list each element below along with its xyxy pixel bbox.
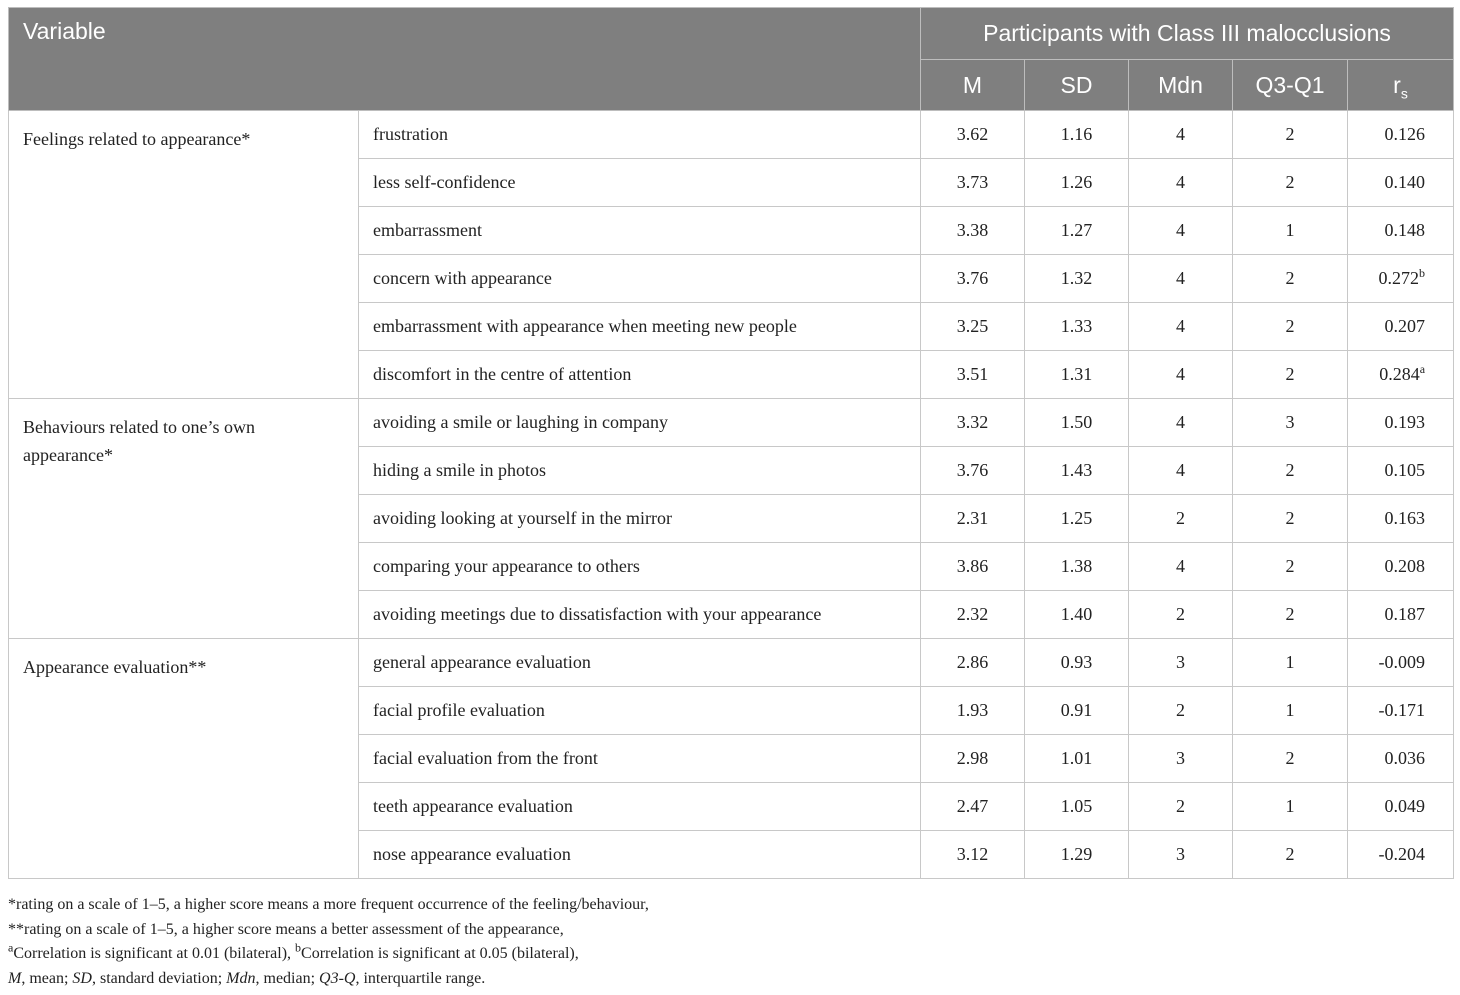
cell-iqr: 1 bbox=[1233, 687, 1348, 735]
rs-significance-mark: b bbox=[1419, 266, 1426, 280]
rs-subscript: s bbox=[1400, 85, 1408, 102]
cell-mdn: 3 bbox=[1129, 831, 1233, 879]
variable-header: Variable bbox=[9, 8, 921, 111]
abbr-sd-def: , standard deviation; bbox=[91, 969, 227, 987]
table-header bbox=[9, 8, 1454, 111]
cell-sd: 1.26 bbox=[1025, 159, 1129, 207]
cell-sd: 1.32 bbox=[1025, 255, 1129, 303]
rs-value: 0.105 bbox=[1384, 460, 1426, 480]
cell-sd: 1.25 bbox=[1025, 495, 1129, 543]
cell-sd: 1.05 bbox=[1025, 783, 1129, 831]
cell-sd: 1.40 bbox=[1025, 591, 1129, 639]
cell-m: 2.86 bbox=[921, 639, 1025, 687]
abbr-mdn-def: , median; bbox=[255, 969, 320, 987]
cell-rs bbox=[1348, 783, 1454, 831]
cell-iqr: 2 bbox=[1233, 111, 1348, 159]
cell-sd: 1.01 bbox=[1025, 735, 1129, 783]
group-footnote-mark: * bbox=[103, 445, 113, 465]
item-cell: nose appearance evaluation bbox=[359, 831, 921, 879]
footnote-a-text: Correlation is significant at 0.01 (bilateral), bbox=[13, 945, 296, 962]
cell-sd: 1.33 bbox=[1025, 303, 1129, 351]
cell-rs bbox=[1348, 303, 1454, 351]
cell-sd: 1.16 bbox=[1025, 111, 1129, 159]
abbr-m-def: , mean; bbox=[21, 969, 73, 987]
cell-rs bbox=[1348, 639, 1454, 687]
item-cell: avoiding looking at yourself in the mirror bbox=[359, 495, 921, 543]
cell-sd: 1.38 bbox=[1025, 543, 1129, 591]
table-row bbox=[9, 111, 1454, 159]
abbr-mdn: Mdn bbox=[226, 969, 256, 987]
table-body bbox=[9, 111, 1454, 879]
table-row bbox=[9, 639, 1454, 687]
cell-m: 1.93 bbox=[921, 687, 1025, 735]
cell-sd: 1.31 bbox=[1025, 351, 1129, 399]
abbr-iqr-def: , interquartile range. bbox=[355, 969, 486, 987]
cell-iqr: 2 bbox=[1233, 351, 1348, 399]
cell-mdn: 3 bbox=[1129, 639, 1233, 687]
cell-rs bbox=[1348, 351, 1454, 399]
cell-m: 3.51 bbox=[921, 351, 1025, 399]
rs-value: -0.204 bbox=[1378, 844, 1426, 864]
footnote-a-mark: a bbox=[8, 940, 14, 955]
rs-value: 0.193 bbox=[1384, 412, 1426, 432]
cell-m: 3.62 bbox=[921, 111, 1025, 159]
item-cell: facial profile evaluation bbox=[359, 687, 921, 735]
footnote-single-star: *rating on a scale of 1–5, a higher score means a more frequent occurrence of the feeling/behaviour, bbox=[8, 896, 649, 913]
item-cell: comparing your appearance to others bbox=[359, 543, 921, 591]
rs-value: 0.036 bbox=[1384, 748, 1426, 768]
item-cell: hiding a smile in photos bbox=[359, 447, 921, 495]
cell-m: 2.98 bbox=[921, 735, 1025, 783]
item-cell: embarrassment with appearance when meeting new people bbox=[359, 303, 921, 351]
table-footnotes bbox=[8, 893, 1453, 991]
group-footnote-mark: * bbox=[241, 129, 251, 149]
cell-m: 2.47 bbox=[921, 783, 1025, 831]
item-cell: concern with appearance bbox=[359, 255, 921, 303]
cell-sd: 1.50 bbox=[1025, 399, 1129, 447]
cell-iqr: 1 bbox=[1233, 207, 1348, 255]
results-table bbox=[8, 7, 1454, 879]
cell-mdn: 2 bbox=[1129, 591, 1233, 639]
rs-value: 0.163 bbox=[1384, 508, 1426, 528]
abbr-iqr: Q3-Q bbox=[319, 969, 356, 987]
group-label-cell bbox=[9, 639, 359, 879]
col-rs-header bbox=[1348, 60, 1454, 111]
cell-mdn: 4 bbox=[1129, 543, 1233, 591]
item-cell: facial evaluation from the front bbox=[359, 735, 921, 783]
cell-mdn: 4 bbox=[1129, 447, 1233, 495]
cell-iqr: 2 bbox=[1233, 255, 1348, 303]
item-cell: avoiding meetings due to dissatisfaction with your appearance bbox=[359, 591, 921, 639]
col-sd-header: SD bbox=[1025, 60, 1129, 111]
cell-rs bbox=[1348, 543, 1454, 591]
abbr-sd: SD bbox=[72, 969, 92, 987]
cell-rs bbox=[1348, 159, 1454, 207]
item-cell: general appearance evaluation bbox=[359, 639, 921, 687]
item-cell: frustration bbox=[359, 111, 921, 159]
group-header: Participants with Class III malocclusions bbox=[921, 8, 1454, 60]
cell-mdn: 4 bbox=[1129, 159, 1233, 207]
rs-value: 0.126 bbox=[1384, 124, 1426, 144]
cell-sd: 0.91 bbox=[1025, 687, 1129, 735]
cell-sd: 1.43 bbox=[1025, 447, 1129, 495]
cell-m: 3.32 bbox=[921, 399, 1025, 447]
footnote-abbreviations bbox=[8, 967, 1453, 992]
footnote-b-mark: b bbox=[295, 940, 302, 955]
cell-mdn: 2 bbox=[1129, 495, 1233, 543]
cell-m: 3.76 bbox=[921, 447, 1025, 495]
cell-iqr: 2 bbox=[1233, 447, 1348, 495]
group-label: Behaviours related to one’s own appearance bbox=[23, 417, 255, 465]
rs-value: -0.009 bbox=[1378, 652, 1426, 672]
item-cell: avoiding a smile or laughing in company bbox=[359, 399, 921, 447]
cell-rs bbox=[1348, 831, 1454, 879]
cell-mdn: 4 bbox=[1129, 111, 1233, 159]
item-cell: teeth appearance evaluation bbox=[359, 783, 921, 831]
cell-mdn: 3 bbox=[1129, 735, 1233, 783]
cell-iqr: 3 bbox=[1233, 399, 1348, 447]
cell-mdn: 4 bbox=[1129, 351, 1233, 399]
cell-m: 2.31 bbox=[921, 495, 1025, 543]
group-label: Appearance evaluation bbox=[23, 657, 189, 677]
col-iqr-header: Q3-Q1 bbox=[1233, 60, 1348, 111]
cell-rs bbox=[1348, 687, 1454, 735]
rs-significance-mark: a bbox=[1419, 362, 1426, 376]
cell-m: 2.32 bbox=[921, 591, 1025, 639]
rs-value: 0.208 bbox=[1384, 556, 1426, 576]
footnote-double-star: **rating on a scale of 1–5, a higher score means a better assessment of the appearance, bbox=[8, 920, 564, 938]
footnote-significance bbox=[8, 942, 1453, 967]
table-row bbox=[9, 399, 1454, 447]
col-m-header: M bbox=[921, 60, 1025, 111]
cell-iqr: 2 bbox=[1233, 495, 1348, 543]
cell-mdn: 4 bbox=[1129, 399, 1233, 447]
abbr-m: M bbox=[8, 969, 22, 987]
cell-rs bbox=[1348, 591, 1454, 639]
rs-value: 0.207 bbox=[1384, 316, 1426, 336]
cell-mdn: 4 bbox=[1129, 255, 1233, 303]
cell-sd: 1.27 bbox=[1025, 207, 1129, 255]
cell-iqr: 2 bbox=[1233, 831, 1348, 879]
cell-iqr: 2 bbox=[1233, 543, 1348, 591]
cell-rs bbox=[1348, 399, 1454, 447]
cell-mdn: 2 bbox=[1129, 783, 1233, 831]
item-cell: embarrassment bbox=[359, 207, 921, 255]
group-label: Feelings related to appearance bbox=[23, 129, 242, 149]
cell-iqr: 2 bbox=[1233, 303, 1348, 351]
cell-iqr: 1 bbox=[1233, 783, 1348, 831]
cell-mdn: 4 bbox=[1129, 207, 1233, 255]
item-cell: discomfort in the centre of attention bbox=[359, 351, 921, 399]
cell-rs bbox=[1348, 111, 1454, 159]
cell-mdn: 4 bbox=[1129, 303, 1233, 351]
rs-value: -0.171 bbox=[1378, 700, 1426, 720]
rs-base: r bbox=[1393, 71, 1401, 98]
rs-value: 0.284 bbox=[1379, 364, 1420, 384]
cell-mdn: 2 bbox=[1129, 687, 1233, 735]
cell-iqr: 2 bbox=[1233, 735, 1348, 783]
cell-iqr: 1 bbox=[1233, 639, 1348, 687]
cell-m: 3.76 bbox=[921, 255, 1025, 303]
cell-m: 3.12 bbox=[921, 831, 1025, 879]
cell-iqr: 2 bbox=[1233, 159, 1348, 207]
cell-m: 3.86 bbox=[921, 543, 1025, 591]
rs-value: 0.148 bbox=[1384, 220, 1426, 240]
cell-rs bbox=[1348, 447, 1454, 495]
cell-rs bbox=[1348, 207, 1454, 255]
rs-value: 0.049 bbox=[1384, 796, 1426, 816]
cell-m: 3.73 bbox=[921, 159, 1025, 207]
group-label-cell bbox=[9, 111, 359, 399]
cell-sd: 1.29 bbox=[1025, 831, 1129, 879]
cell-m: 3.25 bbox=[921, 303, 1025, 351]
cell-rs bbox=[1348, 735, 1454, 783]
footnote-b-text: Correlation is significant at 0.05 (bilateral), bbox=[301, 945, 579, 962]
cell-sd: 0.93 bbox=[1025, 639, 1129, 687]
cell-rs bbox=[1348, 495, 1454, 543]
item-cell: less self-confidence bbox=[359, 159, 921, 207]
rs-value: 0.140 bbox=[1384, 172, 1426, 192]
cell-rs bbox=[1348, 255, 1454, 303]
cell-m: 3.38 bbox=[921, 207, 1025, 255]
cell-iqr: 2 bbox=[1233, 591, 1348, 639]
group-label-cell bbox=[9, 399, 359, 639]
col-mdn-header: Mdn bbox=[1129, 60, 1233, 111]
group-footnote-mark: ** bbox=[188, 657, 207, 677]
rs-value: 0.272 bbox=[1378, 268, 1420, 288]
rs-value: 0.187 bbox=[1384, 604, 1426, 624]
